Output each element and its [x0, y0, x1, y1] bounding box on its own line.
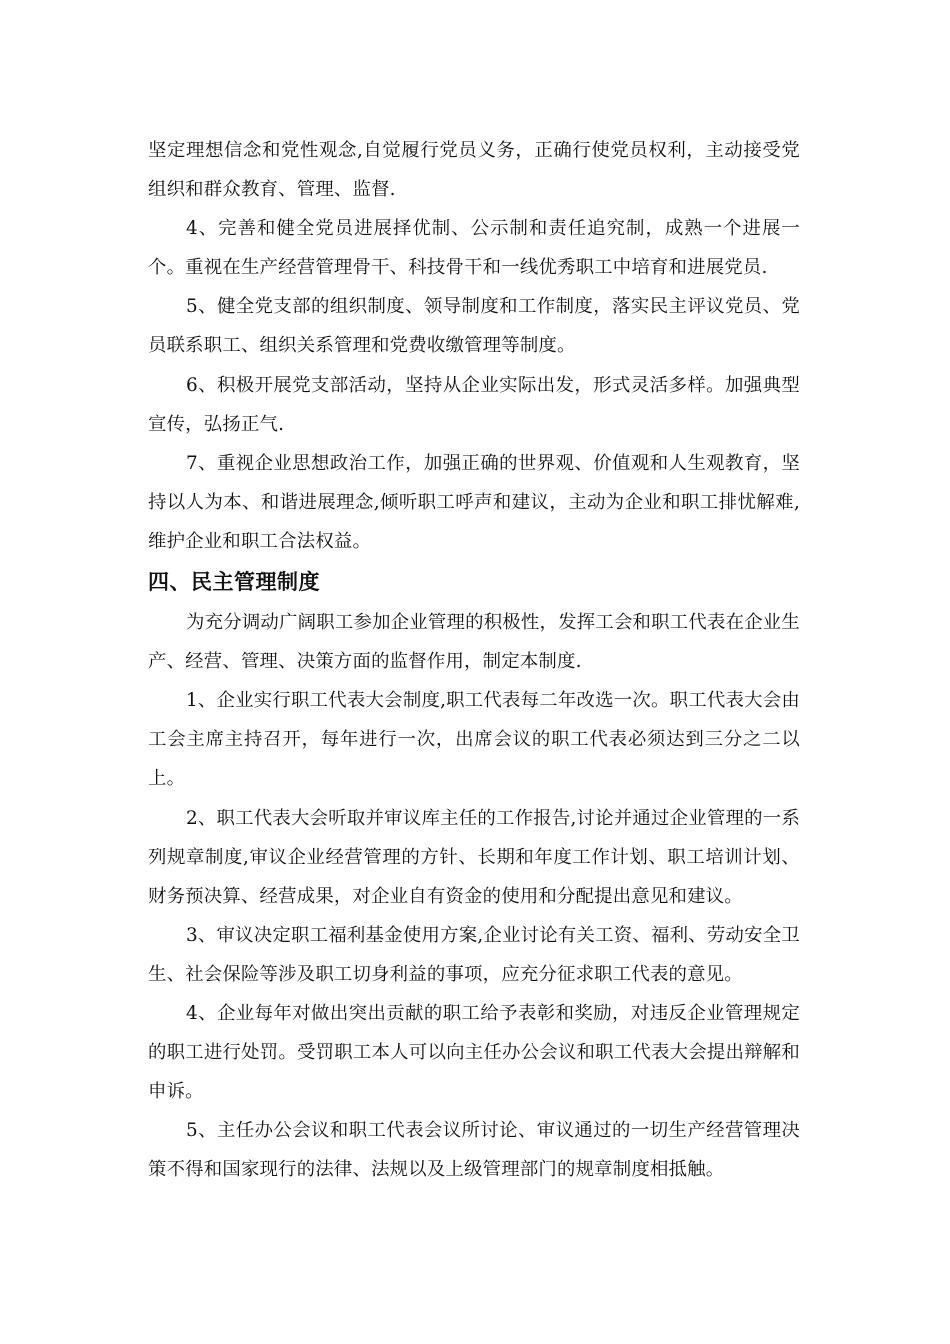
document-body — [148, 131, 800, 1189]
paragraph-item-2: 2、职工代表大会听取并审议库主任的工作报告,讨论并通过企业管理的一系列规章制度,审议企业经营管理的方针、长期和年度工作计划、职工培训计划、财务预决算、经营成果，对企业自有资金的使用和分配提出意见和建议。 — [148, 807, 800, 907]
paragraph-item-1: 1、企业实行职工代表大会制度,职工代表每二年改选一次。职工代表大会由工会主席主持召开，每年进行一次，出席会议的职工代表必须达到三分之二以上。 — [148, 690, 800, 790]
paragraph-item-4: 4、企业每年对做出突出贡献的职工给予表彰和奖励，对违反企业管理规定的职工进行处罚。受罚职工本人可以向主任办公会议和职工代表大会提出辩解和申诉。 — [148, 1002, 800, 1103]
paragraph-item-6-party: 6、积极开展党支部活动，坚持从企业实际出发，形式灵活多样。加强典型宣传，弘扬正气. — [148, 374, 800, 435]
paragraph-intro: 为充分调动广阔职工参加企业管理的积极性，发挥工会和职工代表在企业生产、经营、管理、决策方面的监督作用，制定本制度. — [148, 612, 800, 673]
paragraph-item-5-party: 5、健全党支部的组织制度、领导制度和工作制度，落实民主评议党员、党员联系职工、组织关系管理和党费收缴管理等制度。 — [148, 296, 800, 357]
paragraph-continuation: 坚定理想信念和党性观念,自觉履行党员义务，正确行使党员权利，主动接受党组织和群众教育、管理、监督. — [148, 140, 800, 201]
paragraph-item-7-party: 7、重视企业思想政治工作，加强正确的世界观、价值观和人生观教育，坚持以人为本、和谐进展理念,倾听职工呼声和建议，主动为企业和职工排忧解难,维护企业和职工合法权益。 — [148, 452, 800, 552]
paragraph-item-4-party: 4、完善和健全党员进展择优制、公示制和责任追究制，成熟一个进展一个。重视在生产经营管理骨干、科技骨干和一线优秀职工中培育和进展党员. — [148, 218, 800, 279]
section-heading: 四、民主管理制度 — [148, 570, 320, 595]
paragraph-item-5: 5、主任办公会议和职工代表会议所讨论、审议通过的一切生产经营管理决策不得和国家现行的法律、法规以及上级管理部门的规章制度相抵触。 — [148, 1120, 800, 1181]
paragraph-item-3: 3、审议决定职工福利基金使用方案,企业讨论有关工资、福利、劳动安全卫生、社会保险等涉及职工切身利益的事项，应充分征求职工代表的意见。 — [148, 924, 800, 985]
